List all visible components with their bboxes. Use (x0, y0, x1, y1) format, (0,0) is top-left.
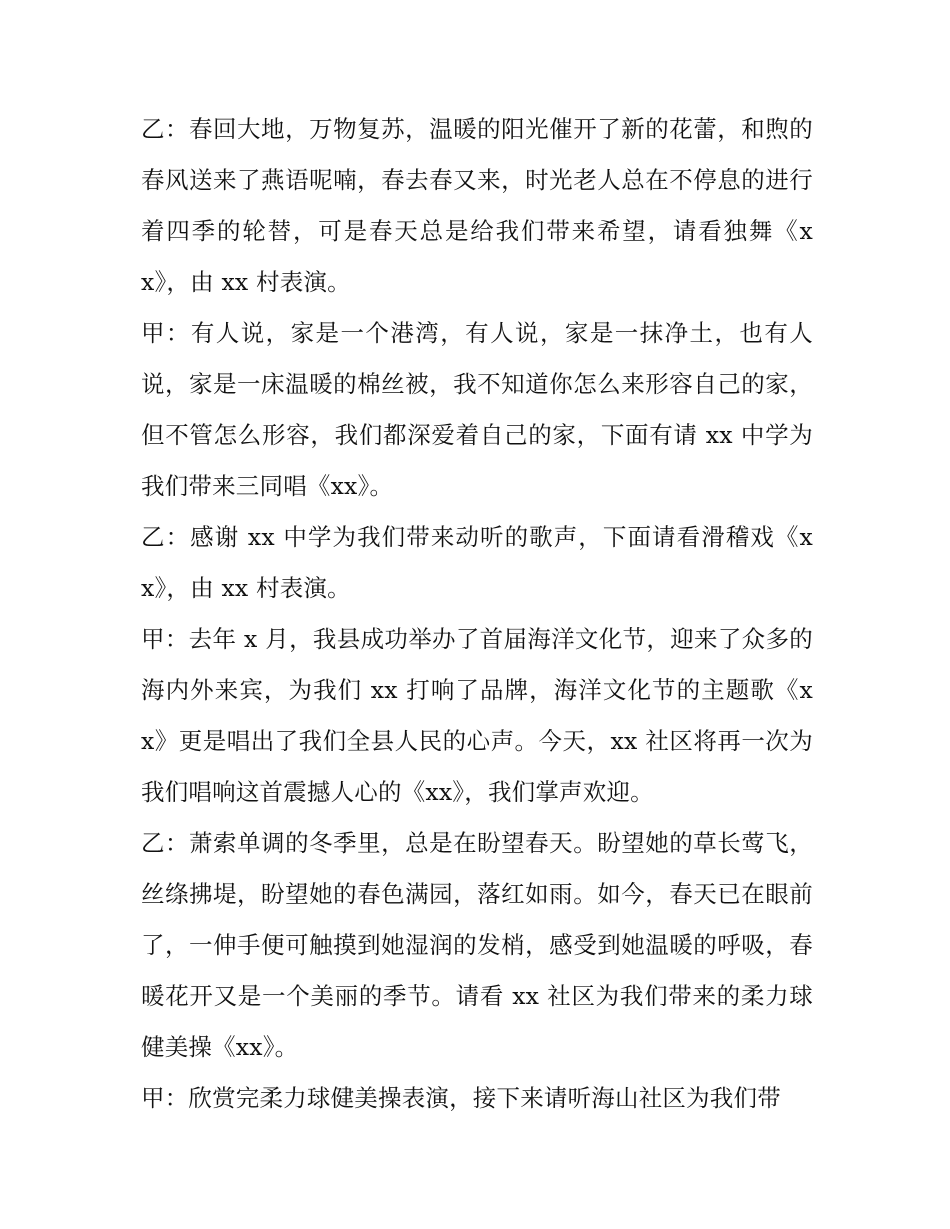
paragraph-6: 甲：欣赏完柔力球健美操表演，接下来请听海山社区为我们带 (141, 1084, 781, 1112)
paragraph-1: 乙：春回大地，万物复苏，温暖的阳光催开了新的花蕾，和煦的春风送来了燕语呢喃，春去春又来，时光老人总在不停息的进行着四季的轮替，可是春天总是给我们带来希望，请看独舞《xx》，由 xx 村表演。 (141, 115, 813, 296)
paragraph-4: 甲：去年 x 月，我县成功举办了首届海洋文化节，迎来了众多的海内外来宾，为我们 xx 打响了品牌，海洋文化节的主题歌《xx》更是唱出了我们全县人民的心声。今天，xx 社区将再一次为我们唱响这首震撼人心的《xx》，我们掌声欢迎。 (141, 625, 813, 806)
paragraph-3: 乙：感谢 xx 中学为我们带来动听的歌声，下面请看滑稽戏《xx》，由 xx 村表演。 (141, 523, 813, 602)
paragraph-5: 乙：萧索单调的冬季里，总是在盼望春天。盼望她的草长莺飞，丝绦拂堤，盼望她的春色满园，落红如雨。如今，春天已在眼前了，一伸手便可触摸到她湿润的发梢，感受到她温暖的呼吸，春暖花开又是一个美丽的季节。请看 xx 社区为我们带来的柔力球健美操《xx》。 (141, 829, 813, 1061)
paragraph-2: 甲：有人说，家是一个港湾，有人说，家是一抹净土，也有人说，家是一床温暖的棉丝被，我不知道你怎么来形容自己的家，但不管怎么形容，我们都深爱着自己的家，下面有请 xx 中学为我们带来三同唱《xx》。 (141, 319, 813, 500)
document-body (141, 104, 813, 1124)
